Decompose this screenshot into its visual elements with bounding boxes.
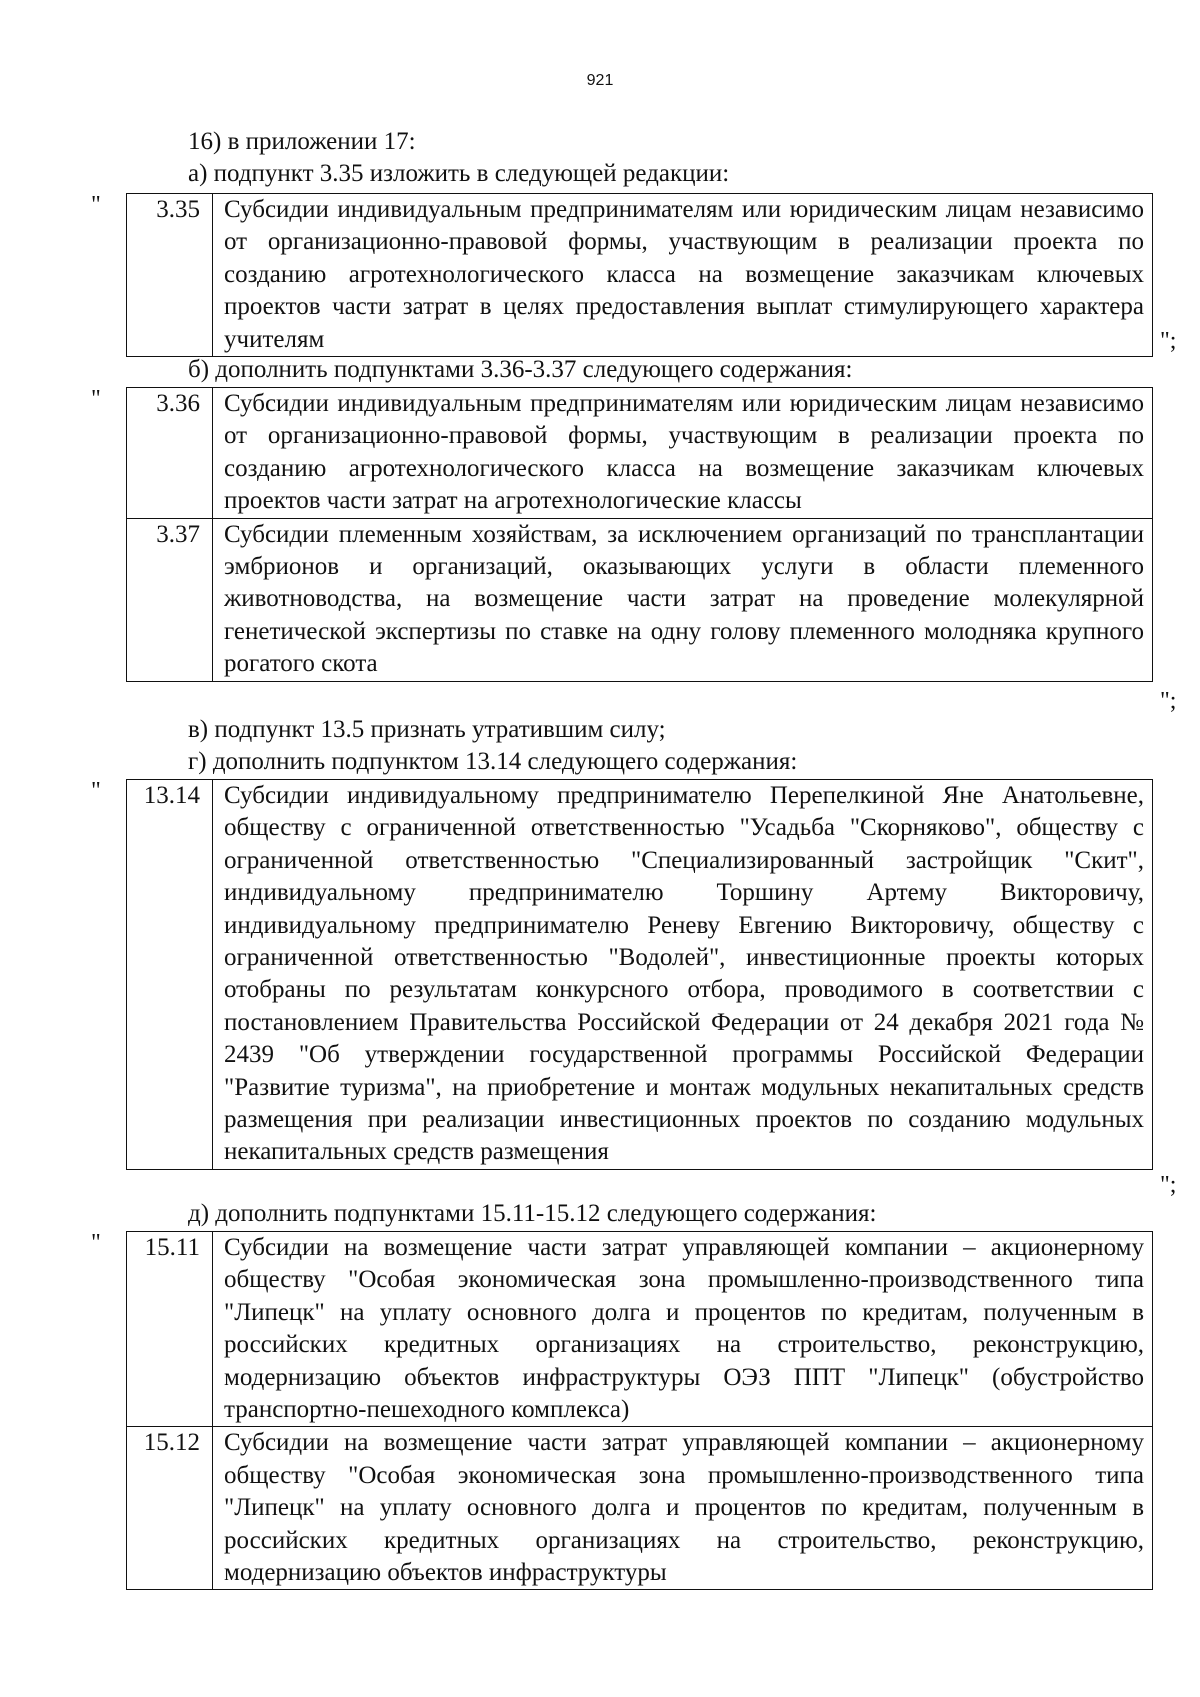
table-item-3-35 <box>126 193 1153 357</box>
item-text: Субсидии индивидуальным предпринимателям или юридическим лицам независимо от организационно-правовой формы, участвующим в реализации проекта по созданию агротехнологического класса на возмещение заказчикам ключевых проектов части затрат в целях предоставления выплат стимулирующего характера учителям <box>213 194 1153 357</box>
table-row <box>127 1427 1153 1590</box>
item-text: Субсидии на возмещение части затрат управляющей компании – акционерному обществу "Особая экономическая зона промышленно-производственного типа "Липецк" на уплату основного долга и процентов по кредитам, полученным в российских кредитных организациях на строительство, реконструкцию, модернизацию объектов инфраструктуры <box>213 1427 1153 1590</box>
item-text: Субсидии индивидуальному предпринимателю Перепелкиной Яне Анатольевне, обществу с ограниченной ответственностью "Усадьба "Скорняково", обществу с ограниченной ответственностью "Специализированный застройщик "Скит", индивидуальному предпринимателю Торшину Артему Викторовичу, индивидуальному предпринимателю Реневу Евгению Викторовичу, обществу с ограниченной ответственностью "Водолей", инвестиционные проекты которых отобраны по результатам конкурсного отбора, проводимого в соответствии с постановлением Правительства Российской Федерации от 24 декабря 2021 года № 2439 "Об утверждении государственной программы Российской Федерации "Развитие туризма", на приобретение и монтаж модульных некапитальных средств размещения при реализации инвестиционных проектов по созданию модульных некапитальных средств размещения <box>213 780 1153 1170</box>
table-row <box>127 780 1153 1170</box>
item-number: 15.11 <box>127 1232 213 1427</box>
opening-quote: " <box>91 386 101 412</box>
paragraph-b: б) дополнить подпунктами 3.36-3.37 следующего содержания: <box>188 356 853 383</box>
table-items-3-36-3-37 <box>126 387 1153 682</box>
intro-paragraph: 16) в приложении 17: <box>188 128 416 155</box>
table-item-13-14 <box>126 779 1153 1170</box>
table-items-15-11-15-12 <box>126 1231 1153 1590</box>
opening-quote: " <box>91 778 101 804</box>
table-row <box>127 1232 1153 1427</box>
item-number: 3.36 <box>127 388 213 519</box>
closing-quote: "; <box>1160 688 1177 714</box>
table-row <box>127 388 1153 519</box>
item-number: 15.12 <box>127 1427 213 1590</box>
item-number: 13.14 <box>127 780 213 1170</box>
item-number: 3.37 <box>127 518 213 681</box>
closing-quote: "; <box>1160 1172 1177 1198</box>
paragraph-a: а) подпункт 3.35 изложить в следующей редакции: <box>188 160 730 187</box>
item-number: 3.35 <box>127 194 213 357</box>
paragraph-g: г) дополнить подпунктом 13.14 следующего содержания: <box>188 748 798 775</box>
page-number: 921 <box>586 72 614 89</box>
closing-quote: "; <box>1160 328 1177 354</box>
table-row <box>127 518 1153 681</box>
item-text: Субсидии индивидуальным предпринимателям или юридическим лицам независимо от организационно-правовой формы, участвующим в реализации проекта по созданию агротехнологического класса на возмещение заказчикам ключевых проектов части затрат на агротехнологические классы <box>213 388 1153 519</box>
opening-quote: " <box>91 1230 101 1256</box>
paragraph-v: в) подпункт 13.5 признать утратившим силу; <box>188 716 666 743</box>
paragraph-d: д) дополнить подпунктами 15.11-15.12 следующего содержания: <box>188 1200 877 1227</box>
table-row <box>127 194 1153 357</box>
opening-quote: " <box>91 192 101 218</box>
item-text: Субсидии на возмещение части затрат управляющей компании – акционерному обществу "Особая экономическая зона промышленно-производственного типа "Липецк" на уплату основного долга и процентов по кредитам, полученным в российских кредитных организациях на строительство, реконструкцию, модернизацию объектов инфраструктуры ОЭЗ ППТ "Липецк" (обустройство транспортно-пешеходного комплекса) <box>213 1232 1153 1427</box>
item-text: Субсидии племенным хозяйствам, за исключением организаций по трансплантации эмбрионов и организаций, оказывающих услуги в области племенного животноводства, на возмещение части затрат на проведение молекулярной генетической экспертизы по ставке на одну голову племенного молодняка крупного рогатого скота <box>213 518 1153 681</box>
